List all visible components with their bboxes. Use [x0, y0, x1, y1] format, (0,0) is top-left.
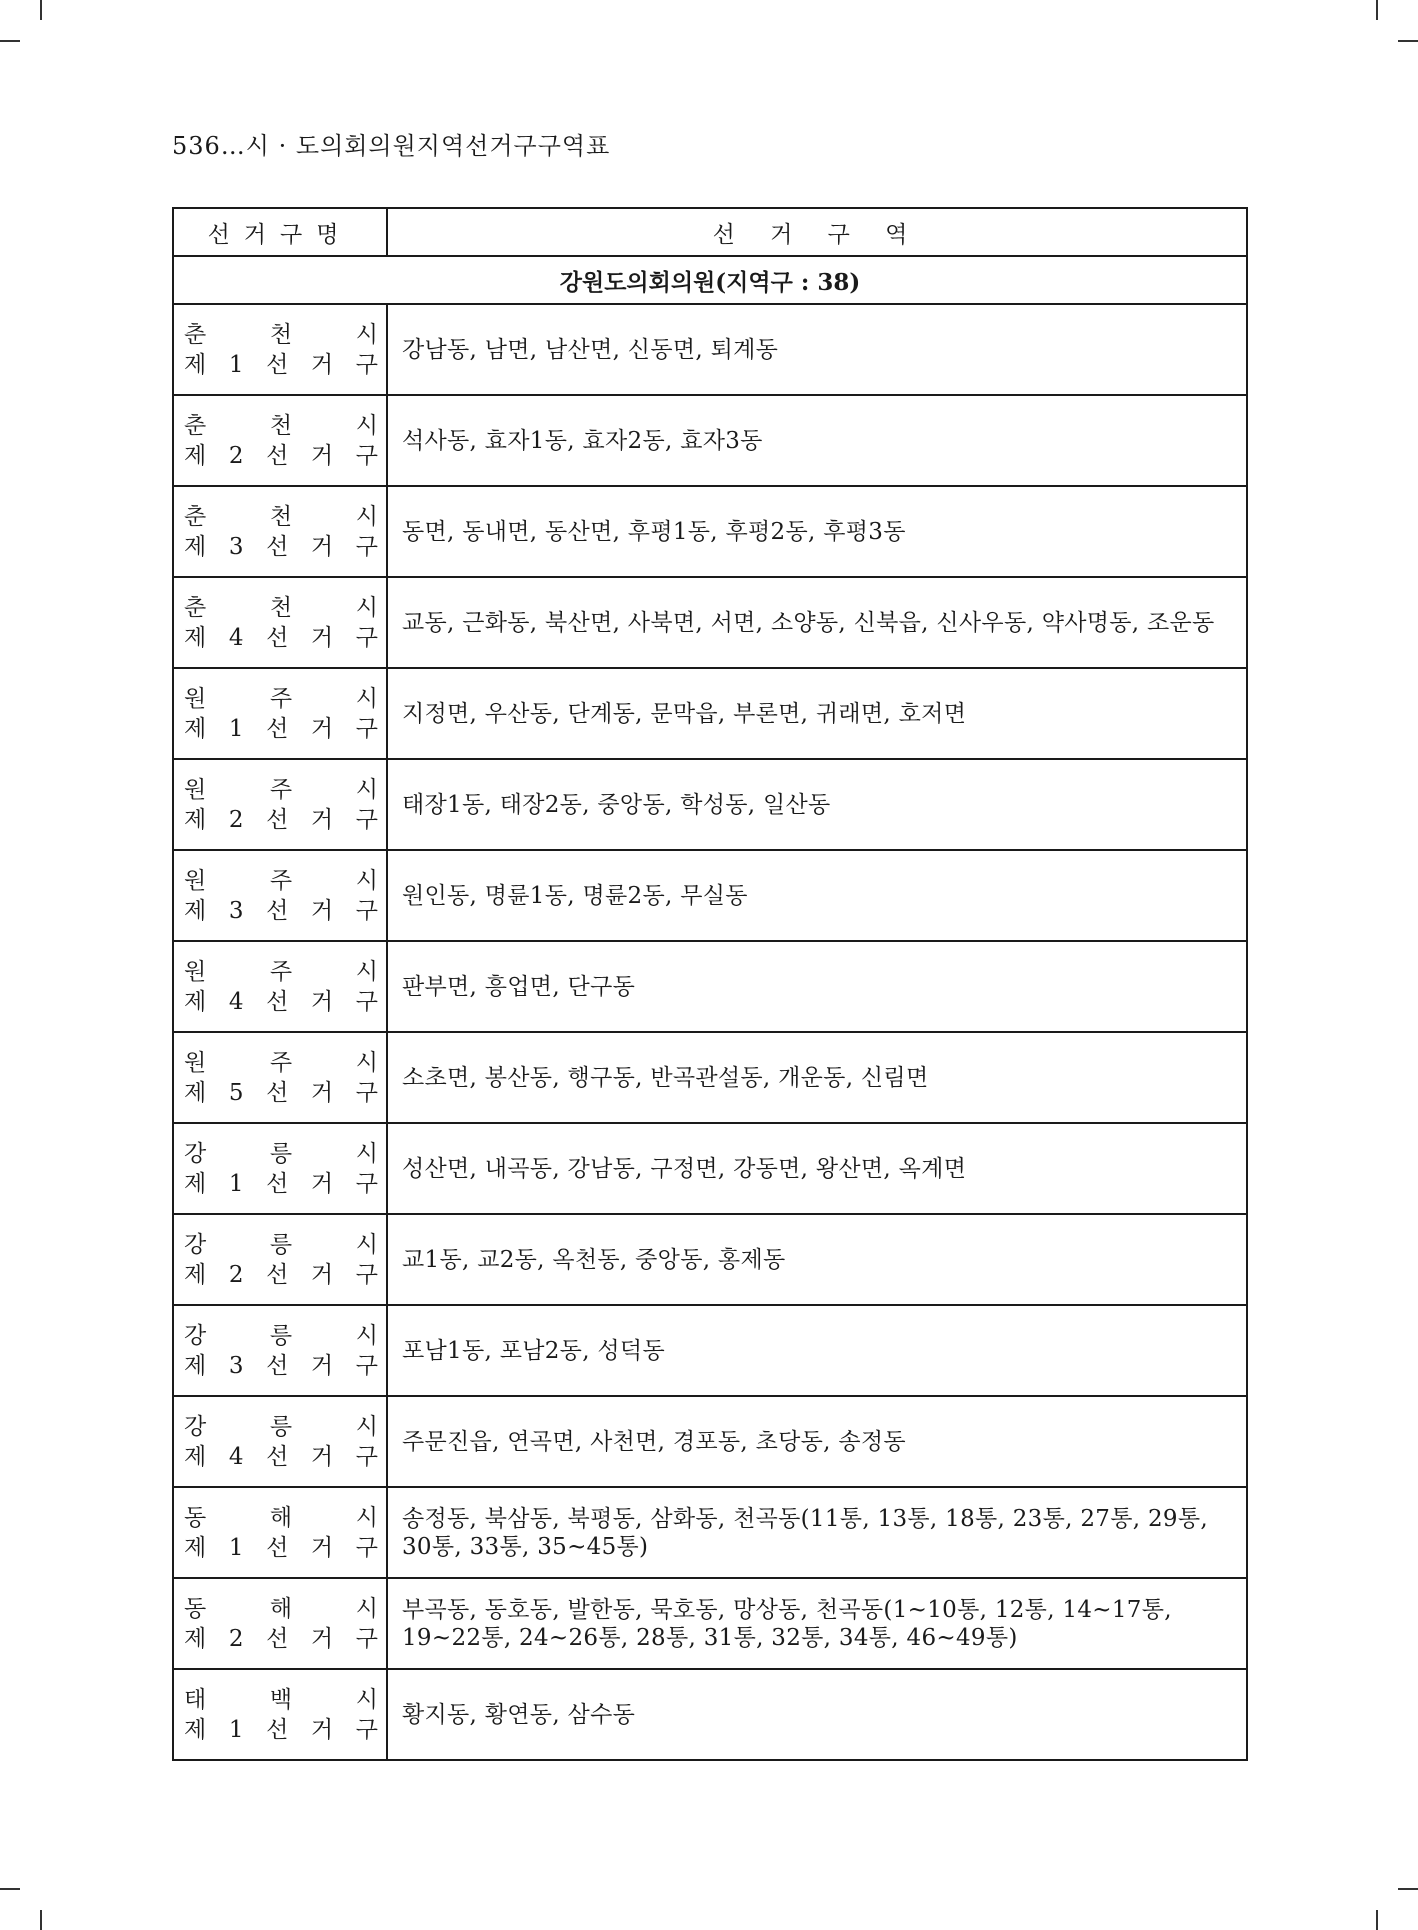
city-name [184, 1503, 378, 1533]
city-name [184, 866, 378, 896]
name-char: 3 [228, 1352, 244, 1379]
name-char: 3 [228, 897, 244, 924]
name-char: 춘 [184, 503, 207, 530]
name-char: 거 [310, 1079, 334, 1106]
city-name [184, 684, 378, 714]
name-char: 제 [184, 1625, 207, 1652]
name-char: 제 [184, 1716, 207, 1743]
city-name [184, 1048, 378, 1078]
city-name [184, 1321, 378, 1351]
name-char: 선 [266, 988, 289, 1015]
table-row [173, 1123, 1247, 1214]
name-char: 제 [184, 1443, 207, 1470]
name-char: 구 [355, 624, 378, 651]
district-name-cell [173, 759, 387, 850]
district-number [184, 987, 378, 1017]
name-char: 강 [184, 1231, 207, 1258]
city-name [184, 1685, 378, 1715]
name-char: 2 [228, 806, 244, 833]
name-char: 4 [228, 624, 244, 651]
district-name-cell [173, 1487, 387, 1578]
name-char: 주 [269, 867, 293, 894]
district-name-cell [173, 1669, 387, 1760]
name-char: 선 [266, 533, 289, 560]
district-area-cell: 황지동, 황연동, 삼수동 [387, 1669, 1247, 1760]
crop-mark [40, 1910, 42, 1930]
district-number [184, 1169, 378, 1199]
table-row [173, 1396, 1247, 1487]
district-name-cell [173, 850, 387, 941]
district-area-cell: 포남1동, 포남2동, 성덕동 [387, 1305, 1247, 1396]
crop-mark [40, 0, 42, 20]
name-char: 시 [355, 867, 378, 894]
district-name-cell [173, 1214, 387, 1305]
name-char: 시 [355, 1595, 378, 1622]
name-char: 릉 [269, 1140, 293, 1167]
page-header: 536…시 · 도의회의원지역선거구구역표 [172, 132, 611, 160]
crop-mark [1376, 1910, 1378, 1930]
name-char: 거 [310, 1716, 334, 1743]
name-char: 구 [355, 1079, 378, 1106]
name-char: 제 [184, 806, 207, 833]
name-char: 시 [355, 1413, 378, 1440]
name-char: 구 [355, 533, 378, 560]
name-char: 해 [269, 1504, 293, 1531]
district-area-cell: 주문진읍, 연곡면, 사천면, 경포동, 초당동, 송정동 [387, 1396, 1247, 1487]
district-area-cell: 지정면, 우산동, 단계동, 문막읍, 부론면, 귀래면, 호저면 [387, 668, 1247, 759]
city-name [184, 411, 378, 441]
section-title-row [173, 256, 1247, 304]
name-char: 시 [355, 958, 378, 985]
district-name-cell [173, 395, 387, 486]
name-char: 강 [184, 1140, 207, 1167]
name-char: 천 [269, 503, 293, 530]
district-area-cell: 성산면, 내곡동, 강남동, 구정면, 강동면, 왕산면, 옥계면 [387, 1123, 1247, 1214]
crop-mark [1398, 40, 1418, 42]
name-char: 시 [355, 1231, 378, 1258]
name-char: 백 [269, 1686, 293, 1713]
table-row [173, 1487, 1247, 1578]
name-char: 시 [355, 412, 378, 439]
name-char: 구 [355, 988, 378, 1015]
district-area-cell: 원인동, 명륜1동, 명륜2동, 무실동 [387, 850, 1247, 941]
name-char: 릉 [269, 1413, 293, 1440]
name-char: 제 [184, 533, 207, 560]
name-char: 구 [355, 1625, 378, 1652]
table-header-row [173, 208, 1247, 256]
table-row [173, 304, 1247, 395]
name-char: 4 [228, 1443, 244, 1470]
city-name [184, 775, 378, 805]
name-char: 원 [184, 867, 207, 894]
district-number [184, 1442, 378, 1472]
name-char: 태 [184, 1686, 207, 1713]
district-name-header: 선거구명 [173, 208, 387, 256]
name-char: 선 [266, 442, 289, 469]
table-row [173, 1578, 1247, 1669]
city-name [184, 1412, 378, 1442]
district-name-cell [173, 1305, 387, 1396]
crop-mark [1376, 0, 1378, 20]
name-char: 선 [266, 1534, 289, 1561]
name-char: 구 [355, 442, 378, 469]
city-name [184, 1594, 378, 1624]
name-char: 1 [228, 1170, 244, 1197]
name-char: 5 [228, 1079, 244, 1106]
district-area-cell: 부곡동, 동호동, 발한동, 묵호동, 망상동, 천곡동(1~10통, 12통, 14~17통, 19~22통, 24~26통, 28통, 31통, 32통, 34통, 46~49통) [387, 1578, 1247, 1669]
name-char: 거 [310, 1443, 334, 1470]
name-char: 구 [355, 351, 378, 378]
name-char: 거 [310, 351, 334, 378]
district-number [184, 441, 378, 471]
name-char: 선 [266, 1443, 289, 1470]
name-char: 1 [228, 1534, 244, 1561]
district-number [184, 623, 378, 653]
name-char: 동 [184, 1595, 207, 1622]
name-char: 릉 [269, 1231, 293, 1258]
name-char: 시 [355, 685, 378, 712]
name-char: 시 [355, 1686, 378, 1713]
name-char: 제 [184, 1170, 207, 1197]
name-char: 2 [228, 1625, 244, 1652]
district-name-cell [173, 1032, 387, 1123]
name-char: 제 [184, 624, 207, 651]
name-char: 강 [184, 1413, 207, 1440]
section-title: 강원도의회의원(지역구 : 38) [173, 256, 1247, 304]
table-row [173, 577, 1247, 668]
table-row [173, 941, 1247, 1032]
name-char: 시 [355, 594, 378, 621]
name-char: 거 [310, 1261, 334, 1288]
name-char: 주 [269, 1049, 293, 1076]
table-row [173, 1305, 1247, 1396]
name-char: 2 [228, 442, 244, 469]
table-row [173, 759, 1247, 850]
district-area-cell: 강남동, 남면, 남산면, 신동면, 퇴계동 [387, 304, 1247, 395]
name-char: 거 [310, 1625, 334, 1652]
name-char: 구 [355, 1170, 378, 1197]
district-name-cell [173, 1578, 387, 1669]
name-char: 거 [310, 897, 334, 924]
district-area-header: 선 거 구 역 [387, 208, 1247, 256]
name-char: 구 [355, 1261, 378, 1288]
district-number [184, 1715, 378, 1745]
name-char: 선 [266, 351, 289, 378]
table-row [173, 486, 1247, 577]
district-name-cell [173, 486, 387, 577]
district-number [184, 1078, 378, 1108]
district-name-cell [173, 577, 387, 668]
district-name-cell [173, 304, 387, 395]
district-table [172, 207, 1248, 1761]
name-char: 선 [266, 806, 289, 833]
table-row [173, 668, 1247, 759]
name-char: 거 [310, 442, 334, 469]
name-char: 거 [310, 1352, 334, 1379]
name-char: 구 [355, 897, 378, 924]
table-row [173, 850, 1247, 941]
name-char: 선 [266, 624, 289, 651]
name-char: 원 [184, 685, 207, 712]
name-char: 원 [184, 776, 207, 803]
name-char: 시 [355, 503, 378, 530]
name-char: 시 [355, 321, 378, 348]
name-char: 주 [269, 776, 293, 803]
district-area-cell: 교동, 근화동, 북산면, 사북면, 서면, 소양동, 신북읍, 신사우동, 약사명동, 조운동 [387, 577, 1247, 668]
table-row [173, 395, 1247, 486]
name-char: 선 [266, 1170, 289, 1197]
table-row [173, 1032, 1247, 1123]
district-area-cell: 교1동, 교2동, 옥천동, 중앙동, 홍제동 [387, 1214, 1247, 1305]
name-char: 거 [310, 715, 334, 742]
name-char: 동 [184, 1504, 207, 1531]
name-char: 선 [266, 1625, 289, 1652]
name-char: 선 [266, 715, 289, 742]
name-char: 제 [184, 442, 207, 469]
name-char: 천 [269, 321, 293, 348]
name-char: 구 [355, 1443, 378, 1470]
name-char: 선 [266, 897, 289, 924]
name-char: 춘 [184, 594, 207, 621]
name-char: 제 [184, 351, 207, 378]
district-number [184, 1624, 378, 1654]
name-char: 제 [184, 1534, 207, 1561]
district-name-cell [173, 941, 387, 1032]
name-char: 릉 [269, 1322, 293, 1349]
table-body [173, 304, 1247, 1760]
district-area-cell: 동면, 동내면, 동산면, 후평1동, 후평2동, 후평3동 [387, 486, 1247, 577]
name-char: 원 [184, 1049, 207, 1076]
district-number [184, 350, 378, 380]
name-char: 천 [269, 594, 293, 621]
city-name [184, 1139, 378, 1169]
name-char: 거 [310, 806, 334, 833]
name-char: 거 [310, 988, 334, 1015]
city-name [184, 502, 378, 532]
district-number [184, 1260, 378, 1290]
table-row [173, 1214, 1247, 1305]
name-char: 제 [184, 1079, 207, 1106]
name-char: 4 [228, 988, 244, 1015]
name-char: 시 [355, 1049, 378, 1076]
name-char: 제 [184, 1352, 207, 1379]
city-name [184, 957, 378, 987]
district-number [184, 1533, 378, 1563]
district-name-cell [173, 1396, 387, 1487]
name-char: 시 [355, 776, 378, 803]
name-char: 거 [310, 624, 334, 651]
name-char: 원 [184, 958, 207, 985]
district-number [184, 1351, 378, 1381]
name-char: 선 [266, 1352, 289, 1379]
district-number [184, 532, 378, 562]
district-area-cell: 송정동, 북삼동, 북평동, 삼화동, 천곡동(11통, 13통, 18통, 23통, 27통, 29통, 30통, 33통, 35~45통) [387, 1487, 1247, 1578]
district-number [184, 714, 378, 744]
name-char: 구 [355, 1716, 378, 1743]
name-char: 1 [228, 351, 244, 378]
name-char: 제 [184, 1261, 207, 1288]
name-char: 강 [184, 1322, 207, 1349]
name-char: 거 [310, 533, 334, 560]
city-name [184, 320, 378, 350]
district-area-cell: 석사동, 효자1동, 효자2동, 효자3동 [387, 395, 1247, 486]
district-number [184, 805, 378, 835]
name-char: 시 [355, 1140, 378, 1167]
name-char: 천 [269, 412, 293, 439]
crop-mark [0, 40, 20, 42]
name-char: 시 [355, 1322, 378, 1349]
name-char: 1 [228, 715, 244, 742]
district-number [184, 896, 378, 926]
name-char: 선 [266, 1261, 289, 1288]
name-char: 3 [228, 533, 244, 560]
name-char: 주 [269, 685, 293, 712]
name-char: 춘 [184, 412, 207, 439]
name-char: 선 [266, 1716, 289, 1743]
district-area-cell: 태장1동, 태장2동, 중앙동, 학성동, 일산동 [387, 759, 1247, 850]
district-name-cell [173, 1123, 387, 1214]
table-row [173, 1669, 1247, 1760]
district-name-cell [173, 668, 387, 759]
name-char: 제 [184, 897, 207, 924]
name-char: 구 [355, 806, 378, 833]
name-char: 선 [266, 1079, 289, 1106]
name-char: 구 [355, 1534, 378, 1561]
name-char: 구 [355, 715, 378, 742]
city-name [184, 593, 378, 623]
name-char: 거 [310, 1534, 334, 1561]
district-area-cell: 소초면, 봉산동, 행구동, 반곡관설동, 개운동, 신림면 [387, 1032, 1247, 1123]
district-area-cell: 판부면, 흥업면, 단구동 [387, 941, 1247, 1032]
name-char: 1 [228, 1716, 244, 1743]
name-char: 시 [355, 1504, 378, 1531]
name-char: 제 [184, 988, 207, 1015]
name-char: 2 [228, 1261, 244, 1288]
name-char: 주 [269, 958, 293, 985]
name-char: 제 [184, 715, 207, 742]
city-name [184, 1230, 378, 1260]
name-char: 해 [269, 1595, 293, 1622]
crop-mark [0, 1888, 20, 1890]
name-char: 춘 [184, 321, 207, 348]
name-char: 거 [310, 1170, 334, 1197]
name-char: 구 [355, 1352, 378, 1379]
crop-mark [1398, 1888, 1418, 1890]
